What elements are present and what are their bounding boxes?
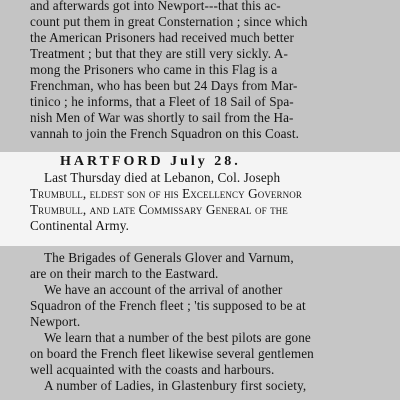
text-line: well acquainted with the coasts and harbours.: [30, 362, 275, 377]
text-line: nish Men of War was shortly to sail from the Ha-: [30, 110, 294, 125]
text-line: We have an account of the arrival of another: [44, 282, 283, 297]
text-line: Newport.: [30, 314, 81, 329]
text-line: mong the Prisoners who came in this Flag is a: [30, 62, 278, 77]
text-line: Frenchman, who has been but 24 Days from Mar-: [30, 78, 298, 93]
text-line: Squadron of the French fleet ; 'tis supposed to be at: [30, 298, 306, 313]
obituary-line: Trumbull, and late Commissary General of the: [30, 202, 288, 217]
obituary-line: Last Thursday died at Lebanon, Col. Joseph: [44, 170, 281, 185]
text-line: We learn that a number of the best pilots are gone: [44, 330, 311, 345]
text-line: vannah to join the French Squadron on this Coast.: [30, 126, 299, 141]
obituary-line: Trumbull, eldest son of his Excellency Governor: [30, 186, 302, 201]
text-line: The Brigades of Generals Glover and Varnum,: [44, 250, 294, 265]
text-line: the American Prisoners had received much better: [30, 30, 294, 45]
text-line: Treatment ; but that they are still very sickly. A-: [30, 46, 288, 61]
text-line: A number of Ladies, in Glastenbury first society,: [44, 378, 307, 393]
text-line: count put them in great Consternation ; since which: [30, 14, 308, 29]
text-line: are on their march to the Eastward.: [30, 266, 219, 281]
obituary-line: Continental Army.: [30, 218, 130, 233]
text-line: on board the French fleet likewise several gentlemen: [30, 346, 314, 361]
dateline-heading: HARTFORD July 28.: [60, 154, 241, 169]
text-line: and afterwards got into Newport---that this ac-: [30, 0, 281, 13]
text-line: tinico ; he informs, that a Fleet of 18 Sail of Spa-: [30, 94, 294, 109]
